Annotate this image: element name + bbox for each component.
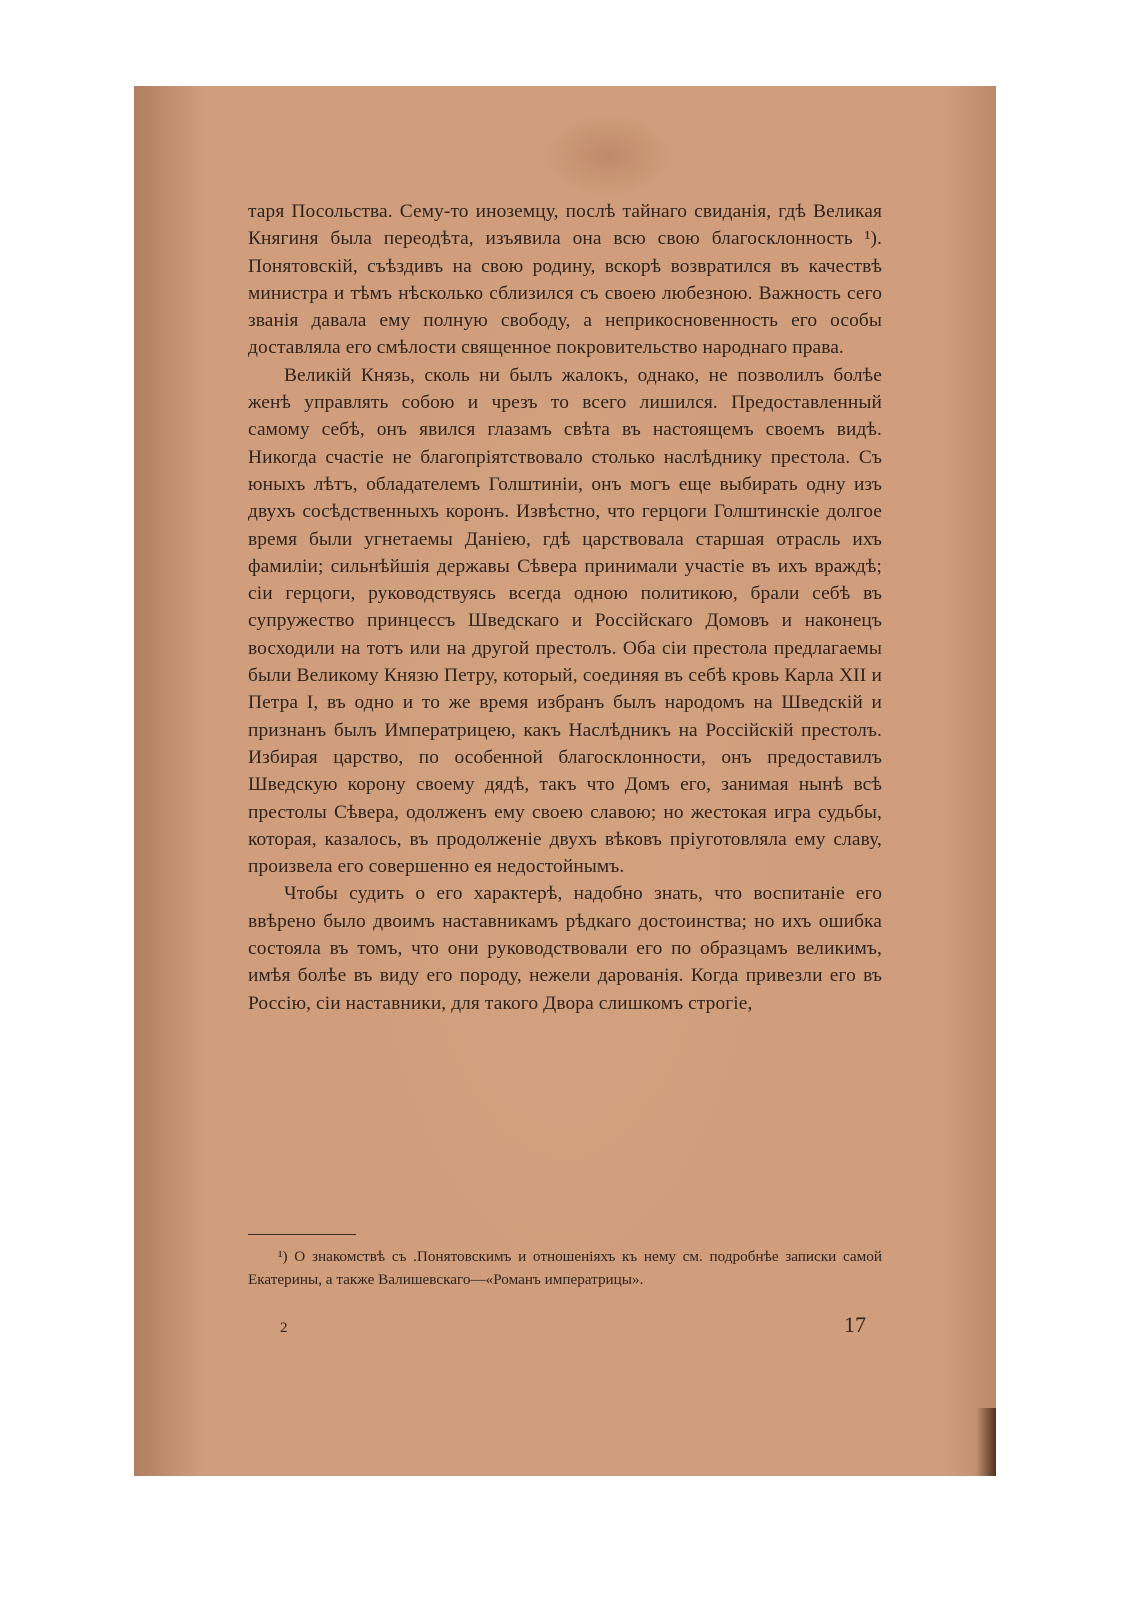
page-number: 17 (844, 1312, 866, 1337)
paragraph-1: таря Посольства. Сему-то иноземцу, послѣ тайнаго свиданія, гдѣ Великая Княгиня была переодѣта, изъявила она всю свою благосклонность ¹). Понятовскій, съѣздивъ на свою родину, вскорѣ возвратился въ качествѣ министра и тѣмъ нѣсколько сблизился съ своею любезною. Важность сего званія давала ему полную свободу, а неприкосновенность его особы доставляла его смѣлости священное покровительство народнаго права. (248, 201, 882, 359)
paragraph-3: Чтобы судить о его характерѣ, надобно знать, что воспитаніе его ввѣрено было двоимъ наставникамъ рѣдкаго достоинства; но ихъ ошибка состояла въ томъ, что они руководствовали его по образцамъ великимъ, имѣя болѣе въ виду его породу, нежели дарованія. Когда привезли его въ Россію, сіи наставники, для такого Двора слишкомъ строгіе, (248, 883, 882, 1014)
body-text (248, 198, 882, 1017)
signature-mark: 2 (280, 1320, 288, 1336)
footnote: ¹) О знакомствѣ съ .Понятовскимъ и отношеніяхъ къ нему см. подробнѣе записки самой Екатерины, а также Валишевскаго—«Романъ императрицы». (248, 1248, 882, 1288)
book-page (134, 86, 996, 1476)
page-edge-shadow (976, 1408, 996, 1476)
paragraph-2: Великій Князь, сколь ни былъ жалокъ, однако, не позволилъ болѣе женѣ управлять собою и чрезъ то всего лишился. Предоставленный самому себѣ, онъ явился глазамъ свѣта въ настоящемъ своемъ видѣ. Никогда счастіе не благопріятствовало столько наслѣднику престола. Съ юныхъ лѣтъ, обладателемъ Голштиніи, онъ могъ еще выбирать одну изъ двухъ сосѣдственныхъ коронъ. Извѣстно, что герцоги Голштинскіе долгое время были угнетаемы Даніею, гдѣ царствовала старшая отрасль ихъ фамиліи; сильнѣйшія державы Сѣвера принимали участіе въ ихъ враждѣ; сіи герцоги, руководствуясь всегда одною политикою, брали себѣ въ супружество принцессъ Шведскаго и Россійскаго Домовъ и наконецъ восходили на тотъ или на другой престолъ. Оба сіи престола предлагаемы были Великому Князю Петру, который, соединяя въ себѣ кровь Карла XII и Петра I, въ одно и то же время избранъ былъ народомъ на Шведскій и признанъ былъ Императрицею, какъ Наслѣдникъ на Россійскій престолъ. Избирая царство, по особенной благосклонности, онъ предоставилъ Шведскую корону своему дядѣ, такъ что Домъ его, занимая нынѣ всѣ престолы Сѣвера, одолженъ ему своею славою; но жестокая игра судьбы, которая, казалось, въ продолженіе двухъ вѣковъ пріуготовляла ему славу, произвела его совершенно ея недостойнымъ. (248, 364, 882, 878)
footnote-divider (248, 1234, 356, 1235)
